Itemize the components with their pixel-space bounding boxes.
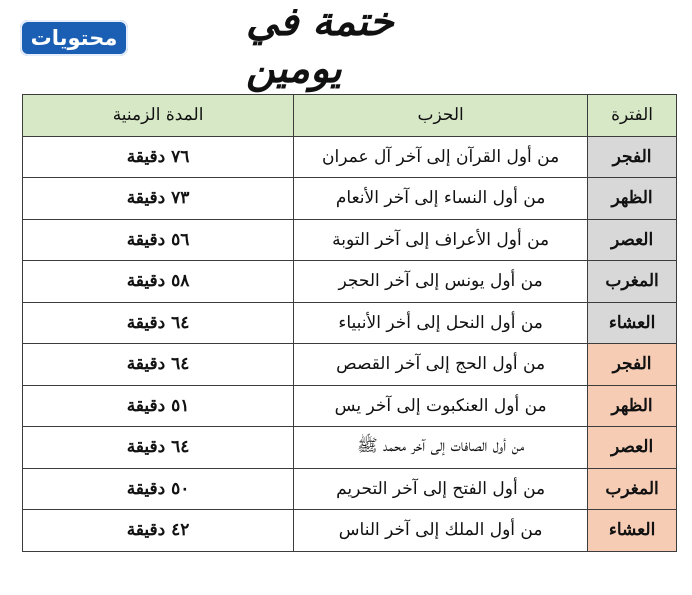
cell-hizb: من أول الصافات إلى آخر محمد ﷺ [294,427,588,469]
cell-duration: ٦٤ دقيقة [23,302,294,344]
table-row [23,261,677,303]
header-period: الفترة [588,95,677,137]
cell-period: الفجر [588,344,677,386]
cell-period: الظهر [588,385,677,427]
cell-hizb: من أول النساء إلى آخر الأنعام [294,178,588,220]
table-row [23,219,677,261]
cell-duration: ٧٦ دقيقة [23,136,294,178]
cell-duration: ٥٨ دقيقة [23,261,294,303]
cell-period: العشاء [588,510,677,552]
cell-hizb: من أول يونس إلى آخر الحجر [294,261,588,303]
cell-hizb: من أول الأعراف إلى آخر التوبة [294,219,588,261]
cell-hizb: من أول الملك إلى آخر الناس [294,510,588,552]
cell-hizb: من أول النحل إلى أخر الأنبياء [294,302,588,344]
table-row [23,178,677,220]
cell-hizb: من أول القرآن إلى آخر آل عمران [294,136,588,178]
cell-period: العصر [588,219,677,261]
cell-duration: ٦٤ دقيقة [23,427,294,469]
cell-period: المغرب [588,468,677,510]
cell-duration: ٥٦ دقيقة [23,219,294,261]
table-header-row [23,95,677,137]
table-row [23,510,677,552]
cell-hizb: من أول العنكبوت إلى آخر يس [294,385,588,427]
table-row [23,385,677,427]
cell-hizb: من أول الحج إلى آخر القصص [294,344,588,386]
cell-period: العصر [588,427,677,469]
cell-duration: ٥٠ دقيقة [23,468,294,510]
header-duration: المدة الزمنية [23,95,294,137]
cell-duration: ٧٣ دقيقة [23,178,294,220]
site-logo-badge[interactable]: محتويات [20,20,128,56]
table-row [23,136,677,178]
cell-hizb: من أول الفتح إلى آخر التحريم [294,468,588,510]
cell-period: الفجر [588,136,677,178]
cell-period: العشاء [588,302,677,344]
table-body [23,136,677,551]
cell-duration: ٤٢ دقيقة [23,510,294,552]
page-title: ختمة في يومين [246,0,394,92]
header-hizb: الحزب [294,95,588,137]
cell-period: الظهر [588,178,677,220]
khatma-schedule-table [22,94,677,552]
table-row [23,344,677,386]
table-row [23,302,677,344]
table-row [23,427,677,469]
cell-period: المغرب [588,261,677,303]
cell-duration: ٦٤ دقيقة [23,344,294,386]
cell-duration: ٥١ دقيقة [23,385,294,427]
table-row [23,468,677,510]
